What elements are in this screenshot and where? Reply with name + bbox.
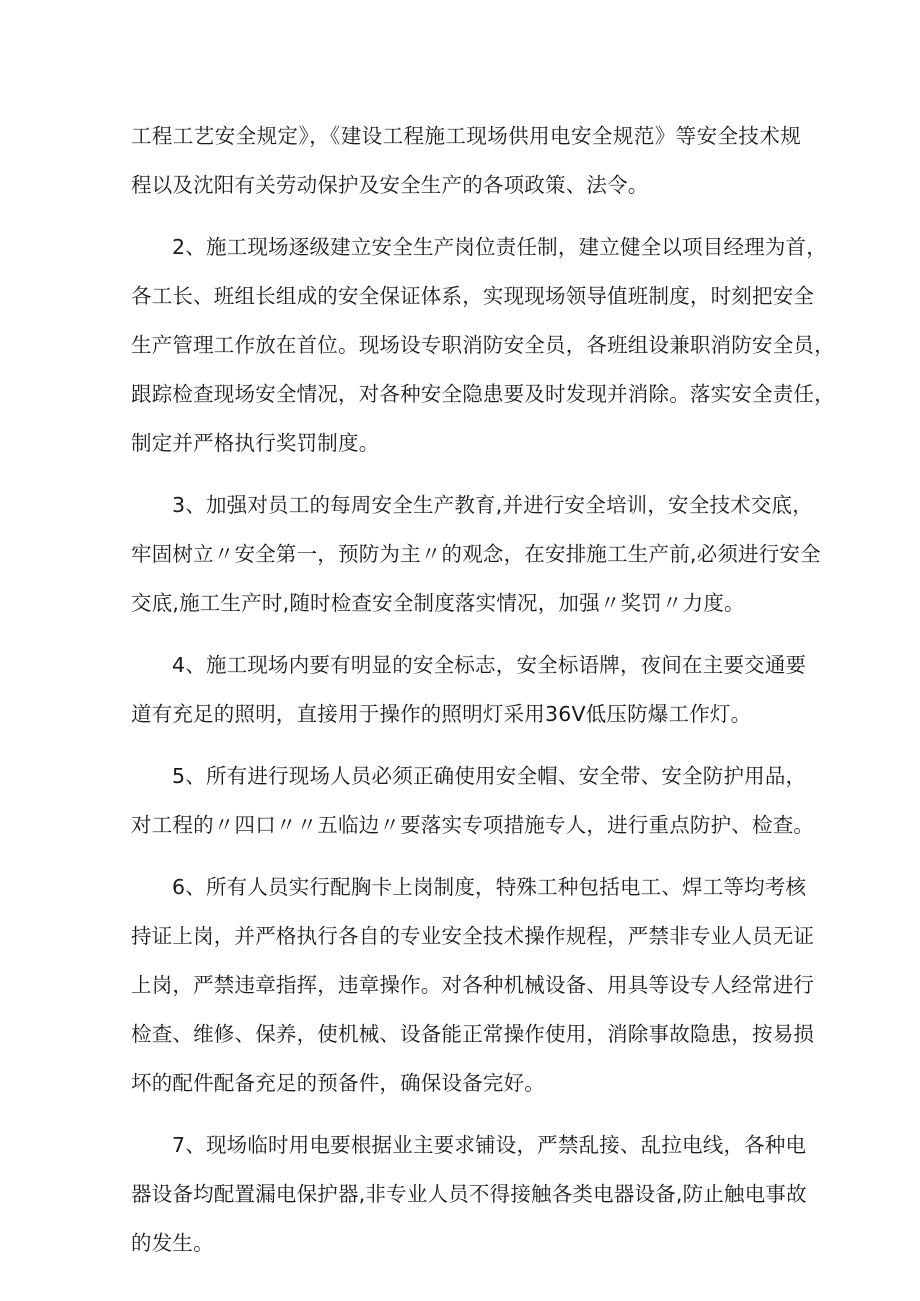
- text-line: 程以及沈阳有关劳动保护及安全生产的各项政策、法令。: [131, 173, 649, 197]
- text-line: 交底,施工生产时,随时检查安全制度落实情况，加强〃奖罚〃力度。: [131, 591, 745, 615]
- text-line: 的发生。: [131, 1231, 214, 1255]
- text-line: 上岗，严禁违章指挥，违章操作。对各种机械设备、用具等设专人经常进行: [131, 973, 815, 997]
- text-line: 持证上岗，并严格执行各自的专业安全技术操作规程，严禁非专业人员无证: [131, 924, 815, 948]
- text-line: 道有充足的照明，直接用于操作的照明灯采用36V低压防爆工作灯。: [131, 702, 752, 726]
- text-line: 工程工艺安全规定》，《建设工程施工现场供用电安全规范》等安全技术规: [131, 124, 801, 148]
- paragraph-1-continued: [131, 112, 801, 210]
- text-line: 跟踪检查现场安全情况，对各种安全隐患要及时发现并消除。落实安全责任，: [131, 382, 835, 406]
- text-line: 生产管理工作放在首位。现场设专职消防安全员，各班组设兼职消防安全员，: [131, 333, 835, 357]
- text-line: 器设备均配置漏电保护器,非专业人员不得接触各类电器设备,防止触电事故: [131, 1182, 807, 1206]
- paragraph-4: [131, 641, 807, 739]
- text-line: 检查、维修、保养，使机械、设备能正常操作使用，消除事故隐患，按易损: [131, 1022, 815, 1046]
- text-line: 坏的配件配备充足的预备件，确保设备完好。: [131, 1071, 545, 1095]
- paragraph-6: [131, 863, 815, 1108]
- paragraph-5: [131, 752, 815, 850]
- paragraph-2: [131, 223, 835, 468]
- text-line: 7、现场临时用电要根据业主要求铺设，严禁乱接、乱拉电线，各种电: [172, 1133, 807, 1157]
- text-line: 6、所有人员实行配胸卡上岗制度，特殊工种包括电工、焊工等均考核: [172, 875, 807, 899]
- paragraph-3: [131, 481, 821, 628]
- text-line: 5、所有进行现场人员必须正确使用安全帽、安全带、安全防护用品，: [172, 764, 807, 788]
- text-line: 对工程的〃四口〃〃五临边〃要落实专项措施专人，进行重点防护、检查。: [131, 813, 815, 837]
- text-line: 4、施工现场内要有明显的安全标志，安全标语牌，夜间在主要交通要: [172, 653, 807, 677]
- text-line: 制定并严格执行奖罚制度。: [131, 431, 380, 455]
- text-line: 3、加强对员工的每周安全生产教育,并进行安全培训，安全技术交底，: [172, 493, 813, 517]
- text-line: 2、施工现场逐级建立安全生产岗位责任制，建立健全以项目经理为首，: [172, 235, 827, 259]
- paragraph-7: [131, 1121, 807, 1268]
- text-line: 牢固树立〃安全第一，预防为主〃的观念，在安排施工生产前,必须进行安全: [131, 542, 821, 566]
- document-body: [131, 112, 835, 1281]
- text-line: 各工长、班组长组成的安全保证体系，实现现场领导值班制度，时刻把安全: [131, 284, 815, 308]
